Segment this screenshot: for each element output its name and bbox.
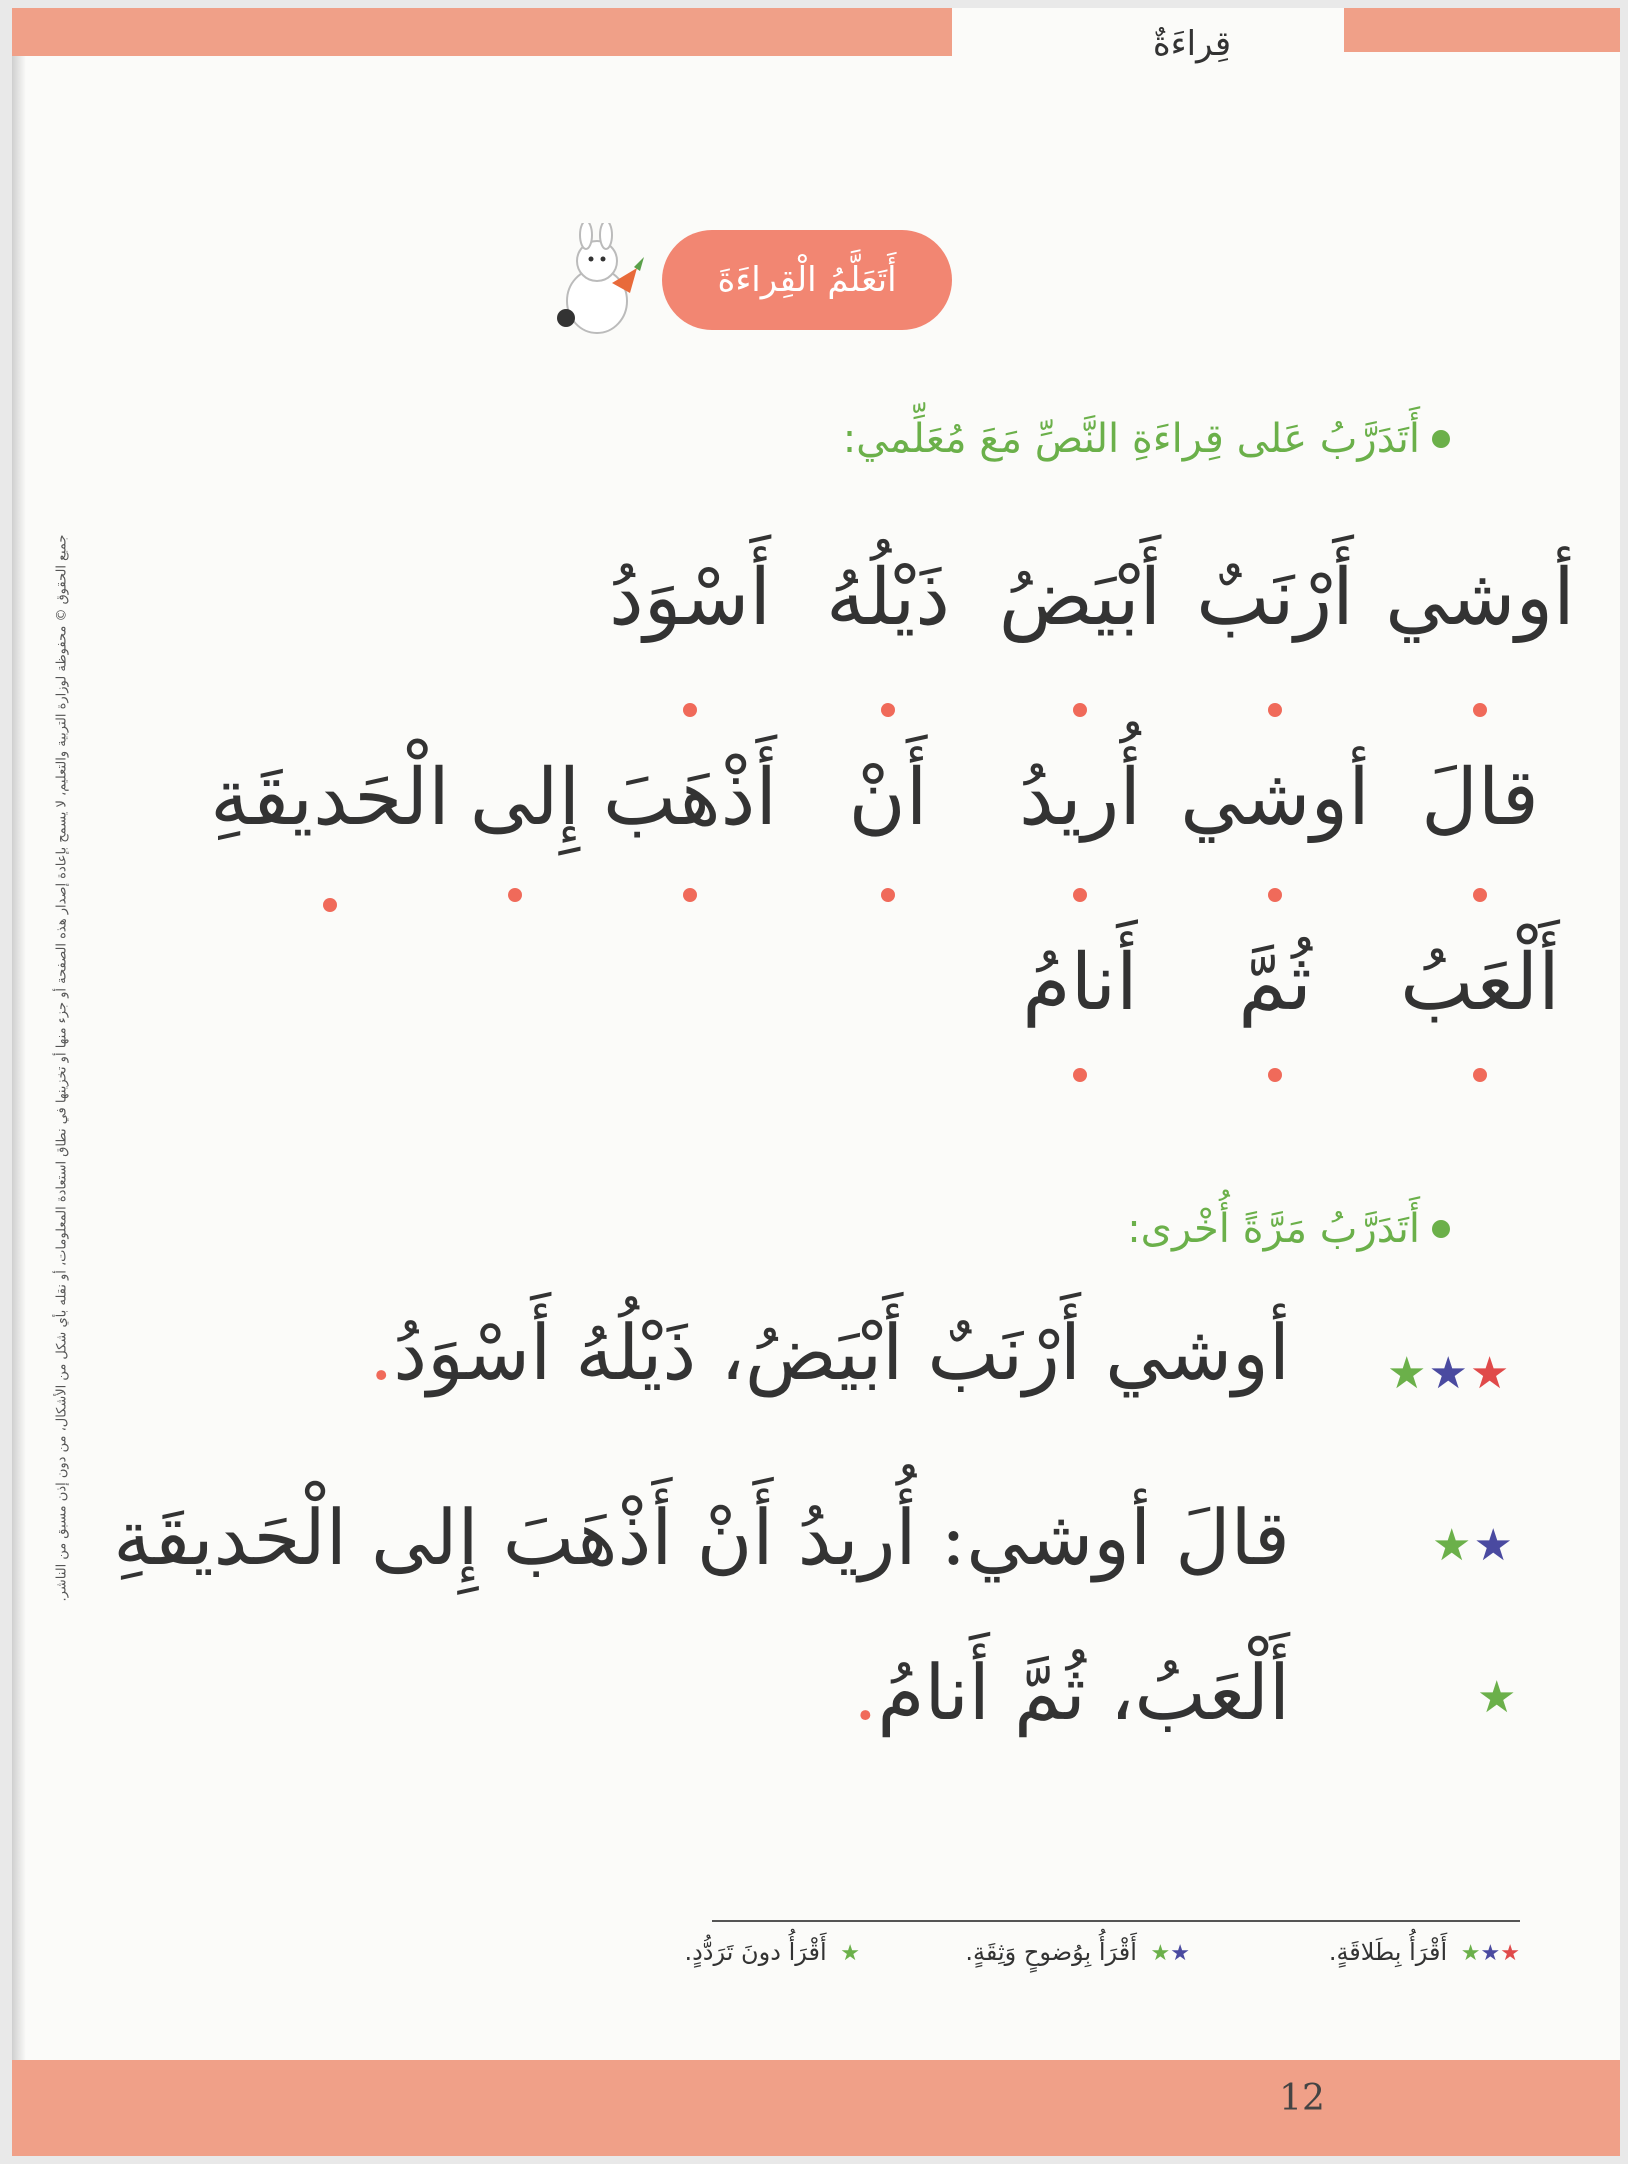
word-dot: [1268, 703, 1282, 717]
word-row-1: [132, 553, 1575, 703]
word-dot: [1073, 1068, 1087, 1082]
instruction-text: أَتَدَرَّبُ عَلى قِراءَةِ النَّصِّ مَعَ مُعَلِّمي:: [842, 416, 1420, 462]
legend-fluent: [1329, 1938, 1520, 1966]
word: أَذْهَبَ: [602, 753, 778, 843]
word-dot: [881, 703, 895, 717]
sentence-2: [113, 1493, 1290, 1582]
word: قالَ: [1421, 753, 1539, 843]
word: أَرْنَبٌ: [1196, 553, 1354, 643]
word: أَنامُ: [1022, 938, 1138, 1028]
word-dot: [508, 888, 522, 902]
sentence-text: أَلْعَبُ، ثُمَّ أَنامُ: [877, 1648, 1290, 1737]
section-label: قِراءَةٌ: [1152, 24, 1232, 64]
legend-stars-3: ★★★: [1460, 1941, 1520, 1966]
legend-stars-2: ★★: [1150, 1941, 1190, 1966]
legend-clear: [965, 1938, 1190, 1966]
red-star-icon: ★: [1469, 1348, 1512, 1399]
word-dot: [323, 898, 337, 912]
word-row-2: [132, 753, 1539, 903]
legend-text: أَقْرَأُ بِوُضوحٍ وَثِقَةٍ.: [965, 1938, 1137, 1966]
legend-text: أَقْرَأُ بِطَلاقَةٍ.: [1328, 1938, 1448, 1966]
lesson-title-badge: [662, 230, 952, 330]
sentence-text: أوشي أَرْنَبٌ أَبْيَضُ، ذَيْلُهُ أَسْوَدُ: [393, 1308, 1290, 1397]
copyright-note: [32, 428, 92, 1708]
word: ذَيْلُهُ: [825, 553, 951, 643]
blue-star-icon: ★: [1473, 1520, 1515, 1571]
word: إِلى: [469, 753, 581, 843]
green-star-icon: ★: [1387, 1348, 1429, 1399]
word-dot: [683, 703, 697, 717]
lesson-title: أَتَعَلَّمُ الْقِراءَةَ: [717, 260, 897, 300]
word-dot: [1473, 1068, 1487, 1082]
top-decorative-bar-left: [12, 8, 952, 56]
star-rating-2: [1432, 1520, 1515, 1571]
word: أَلْعَبُ: [1400, 938, 1560, 1028]
word: الْحَديقَةِ: [210, 753, 450, 843]
rabbit-icon: [542, 223, 652, 343]
word-dot: [1268, 888, 1282, 902]
textbook-page: [12, 8, 1620, 2156]
word-dot: [1073, 703, 1087, 717]
word: أَنْ: [848, 753, 928, 843]
word: أَبْيَضُ: [998, 553, 1162, 643]
bottom-decorative-bar: [12, 2060, 1620, 2156]
copyright-text: جميع الحقوق © محفوظة لوزارة التربية والتعليم، لا يسمح بإعادة إصدار هذه الصفحة أو جزء منها أو تخزينها في نطاق استعادة المعلومات، أو نقله بأي شكل من الأشكال، من دون إذن مسبق من الناشر.: [54, 534, 70, 1602]
sentence-end: .: [853, 1648, 878, 1737]
legend-no-hesitation: [684, 1938, 860, 1966]
instruction-practice-again: [1127, 1206, 1450, 1252]
word-dot: [1473, 703, 1487, 717]
legend-text: أَقْرَأُ دونَ تَرَدُّدٍ.: [684, 1938, 827, 1966]
bullet-dot: [1432, 430, 1450, 448]
word-dot: [881, 888, 895, 902]
sentence-1: [369, 1308, 1290, 1397]
green-star-icon: ★: [1432, 1520, 1474, 1571]
word: أوشي: [1180, 753, 1370, 843]
instruction-read-with-teacher: [843, 416, 1450, 462]
star-rating-3: [1387, 1348, 1511, 1399]
word-dot: [1268, 1068, 1282, 1082]
sentence-end: .: [369, 1308, 394, 1397]
blue-star-icon: ★: [1428, 1348, 1470, 1399]
bullet-dot: [1432, 1220, 1450, 1238]
top-decorative-bar-right: [1344, 8, 1620, 52]
page-number: 12: [1279, 2078, 1325, 2119]
word: أَسْوَدُ: [608, 553, 772, 643]
word: ثُمَّ: [1238, 938, 1312, 1028]
legend-stars-1: ★: [840, 1941, 860, 1966]
word: أُريدُ: [1019, 753, 1141, 843]
word: أوشي: [1385, 553, 1575, 643]
green-star-icon: ★: [1477, 1672, 1519, 1723]
word-dot: [1073, 888, 1087, 902]
sentence-3: [853, 1648, 1290, 1737]
star-rating-1: [1477, 1672, 1518, 1723]
word-dot: [683, 888, 697, 902]
sentence-text: قالَ أوشي: أُريدُ أَنْ أَذْهَبَ إِلى الْحَديقَةِ: [113, 1493, 1290, 1582]
word-row-3: [132, 938, 1560, 1088]
legend-divider: [712, 1920, 1520, 1922]
word-dot: [1473, 888, 1487, 902]
instruction-text: أَتَدَرَّبُ مَرَّةً أُخْرى:: [1127, 1206, 1420, 1252]
page-edge-shadow: [12, 8, 26, 2156]
